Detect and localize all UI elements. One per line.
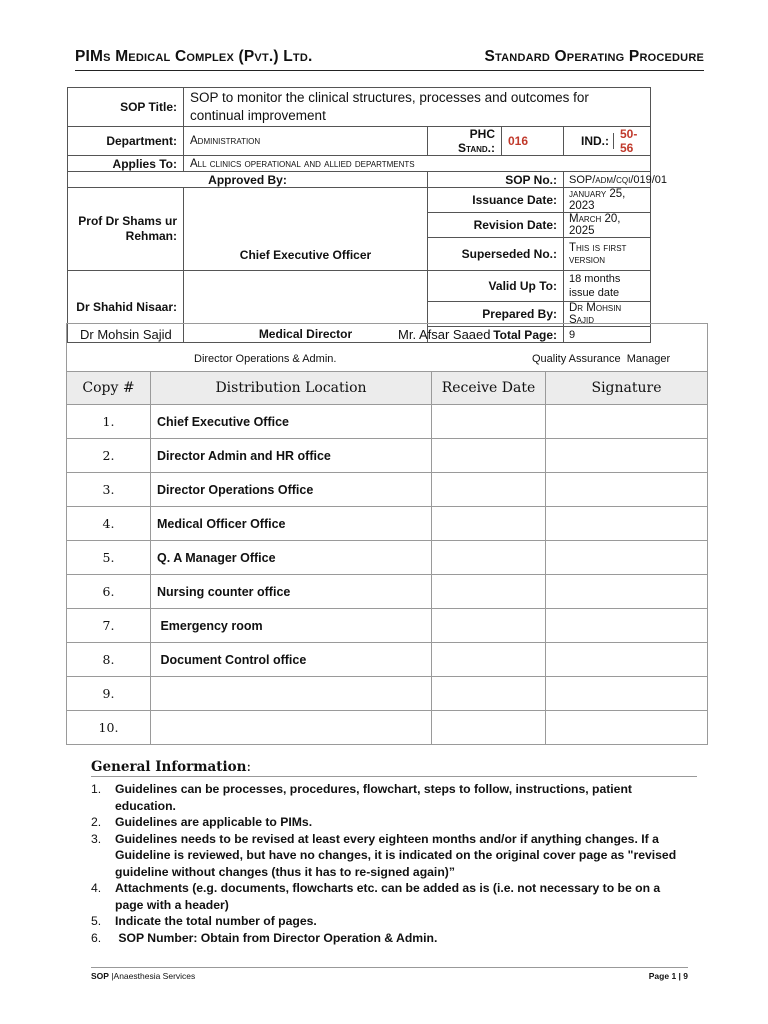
valid-label: Valid Up To: — [428, 271, 564, 302]
sop-info-table — [67, 87, 668, 343]
header-location: Distribution Location — [151, 372, 432, 405]
page-header — [75, 44, 704, 71]
signatory-roles — [67, 348, 708, 372]
list-item-number: 6. — [91, 930, 102, 945]
list-item-text: Indicate the total number of pages. — [115, 914, 317, 928]
list-item-text: Attachments (e.g. documents, flowcharts etc. can be added as is (i.e. not necessary to be on a page with a header) — [115, 881, 664, 912]
receive-date-cell — [432, 677, 546, 711]
footer-left — [91, 971, 195, 981]
signatory-left-name: Dr Mohsin Sajid — [80, 327, 172, 342]
revision-value: March 20, 2025 — [564, 213, 651, 238]
distribution-table — [66, 323, 708, 745]
distribution-location: Chief Executive Office — [151, 405, 432, 439]
table-row — [67, 643, 708, 677]
page-footer — [91, 967, 688, 981]
list-item-text: SOP Number: Obtain from Director Operation & Admin. — [115, 930, 438, 945]
approver1-role: Chief Executive Officer — [184, 188, 428, 271]
table-row — [67, 677, 708, 711]
general-info-colon: : — [246, 759, 252, 775]
receive-date-cell — [432, 541, 546, 575]
signature-cell — [546, 677, 708, 711]
sop-title-label: SOP Title: — [68, 88, 184, 127]
total-page-label: Total Page: — [428, 327, 564, 343]
copy-number: 6. — [67, 575, 151, 609]
copy-number: 2. — [67, 439, 151, 473]
issuance-value: january 25, 2023 — [564, 188, 651, 213]
approver2-name: Dr Shahid Nisaar: — [68, 271, 184, 343]
distribution-location — [151, 677, 432, 711]
receive-date-cell — [432, 643, 546, 677]
footer-sop: SOP — [91, 971, 109, 981]
valid-value: 18 months issue date — [564, 271, 651, 302]
approver1-name: Prof Dr Shams ur Rehman: — [68, 188, 184, 271]
sop-title-value: SOP to monitor the clinical structures, processes and outcomes for continual improvement — [184, 88, 651, 127]
receive-date-cell — [432, 609, 546, 643]
copy-number: 10. — [67, 711, 151, 745]
table-row — [67, 575, 708, 609]
signatory-names — [67, 324, 708, 348]
table-row — [67, 473, 708, 507]
signature-cell — [546, 405, 708, 439]
distribution-location: Nursing counter office — [151, 575, 432, 609]
footer-page-number: Page 1 | 9 — [648, 971, 688, 981]
applies-value: All clinics operational and allied departments — [184, 156, 651, 172]
signature-cell — [546, 575, 708, 609]
table-row — [67, 405, 708, 439]
list-item — [91, 781, 681, 814]
receive-date-cell — [432, 575, 546, 609]
applies-label: Applies To: — [68, 156, 184, 172]
company-name: PIMs Medical Complex (Pvt.) Ltd. — [75, 48, 313, 65]
distribution-location: Document Control office — [151, 643, 432, 677]
table-row — [67, 507, 708, 541]
signatory-left-role: Director Operations & Admin. — [194, 352, 337, 365]
receive-date-cell — [432, 473, 546, 507]
list-item — [91, 814, 681, 831]
list-item — [91, 831, 681, 881]
prepared-label: Prepared By: — [428, 302, 564, 327]
signature-cell — [546, 609, 708, 643]
copy-number: 9. — [67, 677, 151, 711]
copy-number: 7. — [67, 609, 151, 643]
issuance-label: Issuance Date: — [428, 188, 564, 213]
list-item-number: 4. — [91, 881, 102, 895]
sop-no-value: SOP/adm/cqi/019/01 — [564, 172, 651, 188]
signature-cell — [546, 711, 708, 745]
phc-value: 016 — [502, 127, 564, 156]
prepared-value: Dr Mohsin Sajid — [564, 302, 651, 327]
copy-number: 8. — [67, 643, 151, 677]
copy-number: 3. — [67, 473, 151, 507]
superseded-label: Superseded No.: — [428, 238, 564, 271]
copy-number: 1. — [67, 405, 151, 439]
receive-date-cell — [432, 405, 546, 439]
list-item — [91, 913, 681, 930]
revision-label: Revision Date: — [428, 213, 564, 238]
signature-cell — [546, 507, 708, 541]
table-row — [67, 439, 708, 473]
copy-number: 5. — [67, 541, 151, 575]
phc-label: PHC Stand.: — [428, 127, 502, 156]
distribution-location: Q. A Manager Office — [151, 541, 432, 575]
department-label: Department: — [68, 127, 184, 156]
signatory-right-name: Mr. Afsar Saaed — [398, 327, 491, 342]
header-receive-date: Receive Date — [432, 372, 546, 405]
ind-value: 50-56 — [619, 127, 638, 155]
receive-date-cell — [432, 711, 546, 745]
list-item-text: Guidelines can be processes, procedures, flowchart, steps to follow, instructions, patient education. — [115, 782, 636, 813]
list-item-text: Guidelines are applicable to PIMs. — [115, 815, 313, 829]
list-item-number: 3. — [91, 831, 102, 846]
document-type: Standard Operating Procedure — [484, 48, 704, 65]
distribution-location — [151, 711, 432, 745]
table-row — [67, 609, 708, 643]
list-item — [91, 880, 681, 913]
distribution-header-row — [67, 372, 708, 405]
receive-date-cell — [432, 507, 546, 541]
list-item-number: 5. — [91, 914, 102, 928]
copy-number: 4. — [67, 507, 151, 541]
table-row — [67, 541, 708, 575]
list-item-text: Guidelines needs to be revised at least every eighteen months and/or if anything changes. If a Guideline is reviewed, but have no changes, it is indicated on the original cover page as "revised guideline without changes (thus it has to re-signed again)” — [115, 831, 680, 879]
footer-service: |Anaesthesia Services — [108, 971, 196, 981]
signatory-right-role: Quality Assurance Manager — [532, 352, 671, 365]
list-item — [91, 930, 681, 947]
header-signature: Signature — [546, 372, 708, 405]
signature-cell — [546, 643, 708, 677]
total-page-value: 9 — [564, 327, 651, 343]
signature-cell — [546, 541, 708, 575]
list-item-number: 2. — [91, 815, 102, 829]
distribution-location: Medical Officer Office — [151, 507, 432, 541]
approved-by-label: Approved By: — [68, 172, 428, 188]
general-info-list — [91, 781, 681, 946]
general-info-heading — [91, 759, 697, 777]
header-copy: Copy # — [67, 372, 151, 405]
distribution-location: Director Operations Office — [151, 473, 432, 507]
signature-cell — [546, 473, 708, 507]
list-item-number: 1. — [91, 782, 102, 796]
distribution-location: Director Admin and HR office — [151, 439, 432, 473]
superseded-value: This is first version — [564, 238, 651, 271]
signature-cell — [546, 439, 708, 473]
sop-no-label: SOP No.: — [428, 172, 564, 188]
department-value: Administration — [184, 127, 428, 156]
distribution-location: Emergency room — [151, 609, 432, 643]
receive-date-cell — [432, 439, 546, 473]
approver2-role: Medical Director — [184, 271, 428, 343]
table-row — [67, 711, 708, 745]
general-info-title: General Information — [91, 759, 247, 775]
ind-label: IND.: — [564, 133, 614, 149]
